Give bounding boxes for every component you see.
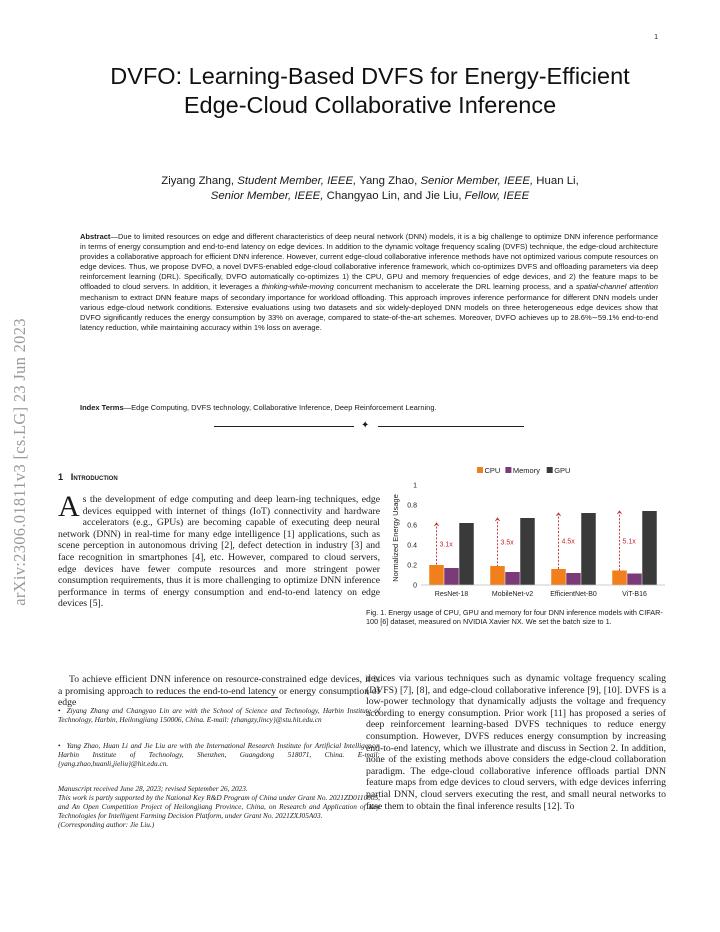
footnote-bullet: • <box>58 741 61 750</box>
legend-swatch-gpu <box>547 467 553 473</box>
abstract-text-1: —Due to limited resources on edge and different characteristics of deep neural network (DNN) models, it is a big challenge to optimize DNN inference performance in terms of energy consumption and end-to-end latency on edge devices. In addition to the dynamic voltage frequency scaling (DVFS) technique, the edge-cloud architecture provides a collaborative approach for efficient DNN inference. However, current edge-cloud collaborative inference methods have not optimized various compute resources on edge devices. Thus, we propose DVFO, a novel DVFS-enabled edge-cloud collaborative inference framework, which co-optimizes DVFS and offloading parameters via deep reinforcement learning (DRL). Specifically, DVFO automatically co-optimizes 1) the CPU, GPU and memory frequencies of edge devices, and 2) the feature maps to be offloaded to cloud servers. In addition, it leverages a <box>80 232 658 292</box>
bar-gpu <box>459 523 474 585</box>
bar-memory <box>505 572 520 585</box>
author-3-role: Senior Member, IEEE, <box>210 190 324 202</box>
y-axis-ticks <box>407 483 417 590</box>
footnote-2-text: Yang Zhao, Huan Li and Jie Liu are with the International Research Institute for Artificial Intelligence, Harbin Institute of Technology, Shenzhen, Guangdong 518071, China. E-mail: {yang.zhao,huanli,jieliu}@hit.edu.cn. <box>58 741 380 768</box>
index-terms <box>80 403 658 412</box>
abstract-text-2: concurrent mechanism to accelerate the DRL learning process, and a <box>333 282 576 292</box>
y-tick-label: 0.6 <box>407 522 417 530</box>
ratio-label: 3.1x <box>439 541 453 549</box>
footnote-1-text: Ziyang Zhang and Changyao Lin are with the School of Science and Technology, Harbin Institute of Technology, Harbin, Heilongjiang 150006, China. E-mail: {zhangzy,lincy}@stu.hit.edu.cn <box>58 706 380 724</box>
page-number: 1 <box>654 34 658 41</box>
bar-cpu <box>612 571 627 586</box>
x-tick-label: ViT-B16 <box>622 591 647 598</box>
intro-p1-rest: ing techniques, edge devices equipped with internet of things (IoT) connectivity and hardware accelerators (e.g., GPUs) are becoming capable of executing deep neural network (DNN) in real-time for many edge intelligence [1] applications, such as scene perception in autonomous driving [2], defect detection in industry [3] and face recognition in smartphones [4], etc. However, compared to cloud servers, edge devices have fewer compute resources and more stringent power consumption requirements, thus it is more challenging to optimize DNN inference performance in terms of energy consumption and end-to-end latency on edge devices [5]. <box>58 494 380 610</box>
bar-cpu <box>490 566 505 585</box>
legend-label-gpu: GPU <box>554 466 571 475</box>
ratio-label: 3.5x <box>500 539 514 547</box>
author-2: Yang Zhao, <box>356 175 421 187</box>
abstract-text-3: mechanism to extract DNN feature maps of secondary importance for workload offloading. This approach improves inference performance for different DNN models under various edge-cloud network conditions. Extensive evaluations using two datasets and six widely-deployed DNN models on three heterogeneous edge devices show that DVFO significantly reduces the energy consumption by 33% on average, compared to state-of-the-art schemes. Moreover, DVFO achieves up to 28.6%∼59.1% end-to-end latency reduction, while maintaining accuracy within 1% loss on average. <box>80 292 658 332</box>
legend-label-memory: Memory <box>512 466 540 475</box>
divider-line-left <box>214 426 354 427</box>
paper-title: DVFO: Learning-Based DVFS for Energy-Efficient Edge-Cloud Collaborative Inference <box>110 63 630 118</box>
chart-bars <box>429 511 657 585</box>
intro-paragraph-3: devices via various techniques such as dynamic voltage frequency scaling (DVFS) [7], [8], and edge-cloud collaborative inference [9], [10]. DVFS is a low-power technology that dynamically adjusts the voltage and frequency according to energy consumption. Prior work [11] has proposed a series of deep reinforcement learning-based DVFS techniques to reduce energy consumption. However, DVFS reduces energy consumption by increasing end-to-end latency, which we illustrate and discuss in Section 2. In addition, none of the existing methods above considers the edge-cloud collaboration paradigm. The edge-cloud collaborative inference offloads partial DNN feature maps from edge devices to cloud servers, with edge devices inferring partial DNN, cloud servers executing the rest, and small neural networks to fuse them to obtain the final inference results [12]. To <box>366 673 666 812</box>
section-title: Introduction <box>70 472 118 482</box>
funding-note: This work is partly supported by the National Key R&D Program of China under Grant No. 2021ZD0110905, and An Open Competition Project of Heilongjiang Province, China, on Research and Application of Key Technologies for Intelligent Farming Decision Platform, under Grant No. 2021ZXJ05A03. <box>58 793 380 820</box>
bar-cpu <box>551 569 566 585</box>
intro-paragraph-2: To achieve efficient DNN inference on resource-constrained edge devices, it is a promising approach to reduces the end-to-end latency or energy consumption of edge <box>58 674 380 709</box>
y-tick-label: 1 <box>413 482 417 490</box>
y-tick-label: 0.4 <box>407 542 417 550</box>
abstract-emphasis-2: spatial-channel attention <box>575 282 658 292</box>
arxiv-stamp[interactable]: arXiv:2306.01811v3 [cs.LG] 23 Jun 2023 <box>10 318 29 606</box>
legend-label-cpu: CPU <box>484 466 501 475</box>
bar-gpu <box>642 511 657 585</box>
divider-line-right <box>378 426 524 427</box>
figure-caption: Fig. 1. Energy usage of CPU, GPU and memory for four DNN inference models with CIFAR-100 [6] dataset, measured on NVIDIA Xavier NX. We set the batch size to 1. <box>366 608 663 626</box>
x-tick-label: EfficientNet-B0 <box>550 591 597 598</box>
author-1-role: Student Member, IEEE, <box>237 175 357 187</box>
bar-cpu <box>429 565 444 585</box>
footnote-bullet: • <box>58 706 61 715</box>
intro-p1-start: s the development of edge computing and deep learn <box>82 494 296 505</box>
bar-memory <box>627 574 642 586</box>
y-axis-label: Normalized Energy Usage <box>391 494 400 582</box>
bar-memory <box>444 568 459 585</box>
y-tick-label: 0.2 <box>407 562 417 570</box>
x-axis-labels <box>435 591 647 598</box>
section-heading <box>58 472 118 482</box>
dropcap: A <box>58 490 80 523</box>
manuscript-dates: Manuscript received June 28, 2023; revised September 26, 2023. <box>58 784 248 793</box>
corresponding-author: (Corresponding author: Jie Liu.) <box>58 820 155 829</box>
author-3: Huan Li, <box>533 175 579 187</box>
x-tick-label: MobileNet-v2 <box>491 591 534 598</box>
ratio-label: 4.5x <box>561 538 575 546</box>
legend-swatch-cpu <box>477 467 483 473</box>
index-terms-text: —Edge Computing, DVFS technology, Collaborative Inference, Deep Reinforcement Learning. <box>123 403 437 412</box>
author-1: Ziyang Zhang, <box>161 175 238 187</box>
bar-memory <box>566 573 581 585</box>
bar-gpu <box>581 513 596 585</box>
intro-paragraph-1: As the development of edge computing and deep learn-ing techniques, edge devices equipped with internet of things (IoT) connectivity and hardware accelerators (e.g., GPUs) are becoming capable of executing deep neural network (DNN) in real-time for many edge intelligence [1] applications, such as scene perception in autonomous driving [2], defect detection in industry [3] and face recognition in smartphones [4], etc. However, compared to cloud servers, edge devices have fewer compute resources and more stringent power consumption requirements, thus it is more challenging to optimize DNN inference performance in terms of energy consumption and end-to-end latency on edge devices [5]. <box>58 490 380 610</box>
bar-gpu <box>520 518 535 585</box>
section-divider <box>214 420 524 431</box>
author-list <box>70 174 670 204</box>
x-tick-label: ResNet-18 <box>434 591 469 598</box>
divider-diamond: ✦ <box>361 420 370 431</box>
energy-usage-chart <box>365 464 665 599</box>
abstract-label: Abstract <box>80 232 111 241</box>
manuscript-notes <box>58 784 380 829</box>
footnote-affiliation-1 <box>58 706 380 724</box>
section-number: 1 <box>58 472 64 482</box>
y-tick-label: 0 <box>413 582 417 590</box>
author-2-role: Senior Member, IEEE, <box>420 175 534 187</box>
author-4: Changyao Lin, and Jie Liu, <box>323 190 465 202</box>
footnote-affiliation-2 <box>58 741 380 768</box>
chart-legend <box>477 466 570 475</box>
index-terms-label: Index Terms <box>80 403 124 412</box>
y-tick-label: 0.8 <box>407 502 417 510</box>
abstract-emphasis-1: thinking-while-moving <box>261 282 334 292</box>
ratio-label: 5.1x <box>622 538 636 546</box>
abstract <box>80 232 658 333</box>
author-4-role: Fellow, IEEE <box>464 190 530 202</box>
legend-swatch-memory <box>505 467 511 473</box>
footnote-rule <box>132 697 278 698</box>
